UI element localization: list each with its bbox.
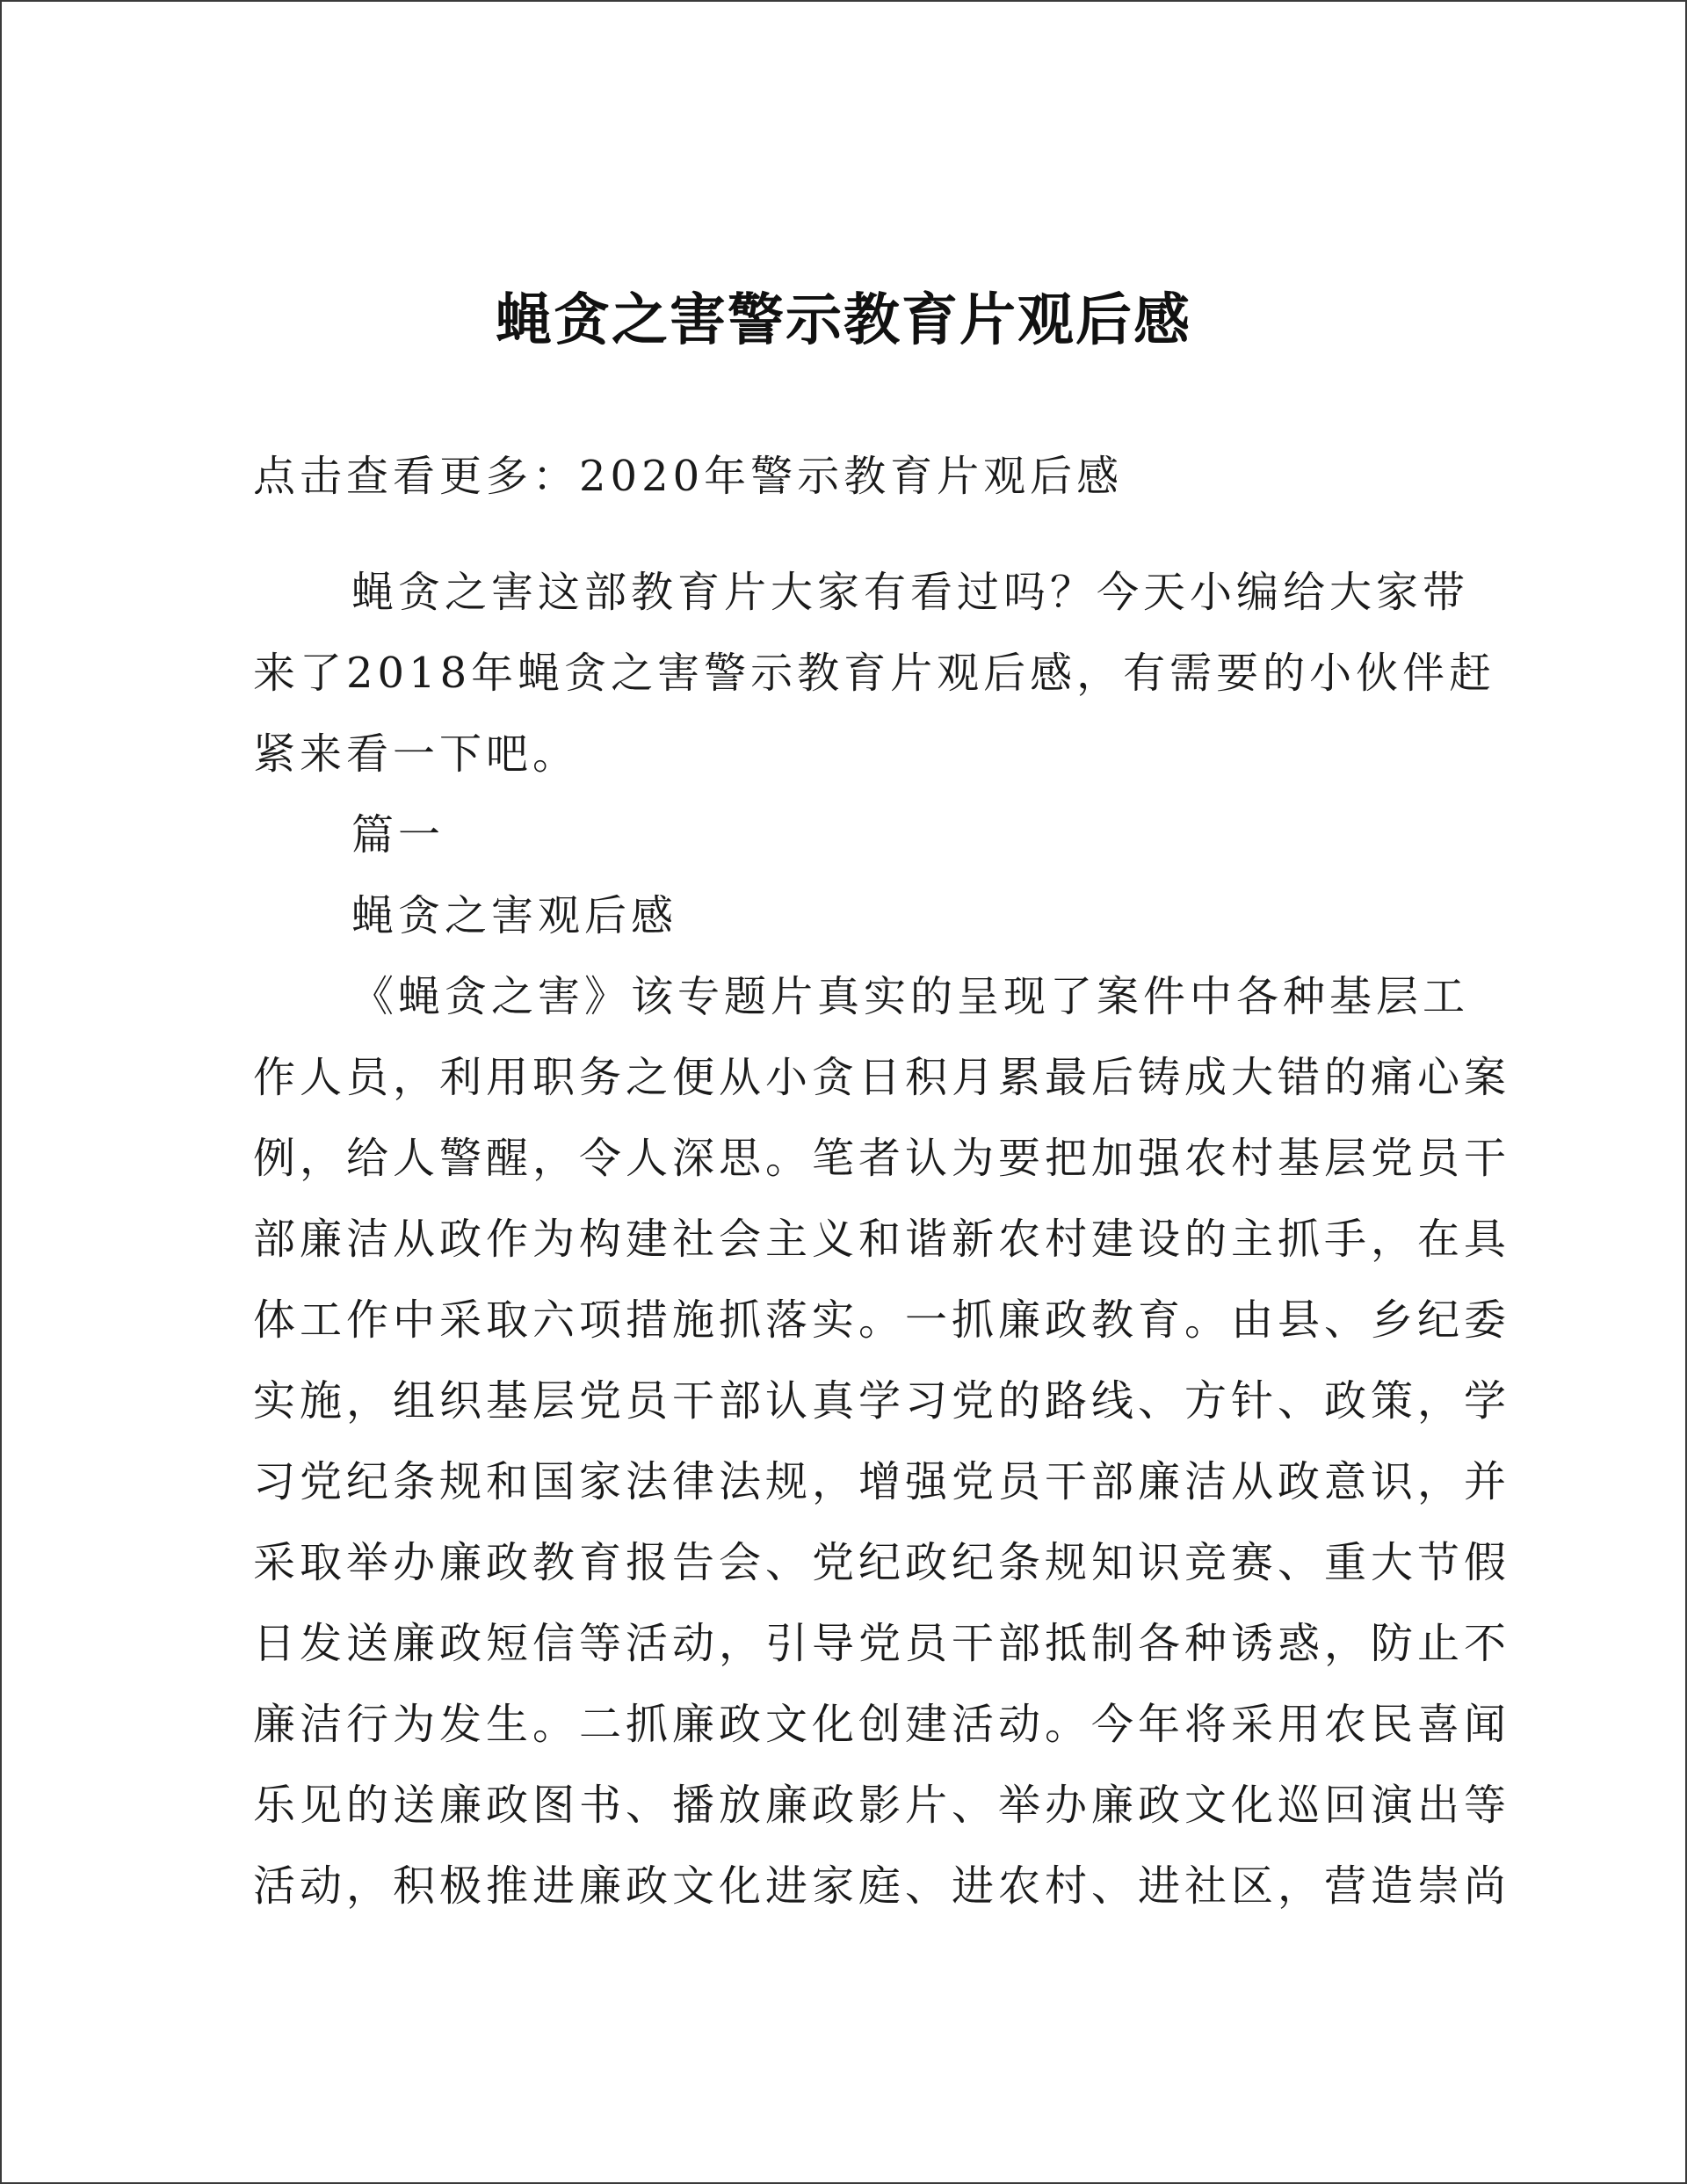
- intro-line: 紧来看一下吧。: [253, 729, 580, 779]
- body-line: 例，给人警醒，令人深思。笔者认为要把加强农村基层党员干: [253, 1134, 1511, 1183]
- body-line: 乐见的送廉政图书、播放廉政影片、举办廉政文化巡回演出等: [253, 1781, 1511, 1830]
- more-articles-link[interactable]: 点击查看更多：2020年警示教育片观后感: [253, 452, 1124, 501]
- body-line: 《蝇贪之害》该专题片真实的呈现了案件中各种基层工: [351, 972, 1470, 1021]
- body-line: 作人员，利用职务之便从小贪日积月累最后铸成大错的痛心案: [253, 1053, 1511, 1102]
- body-line: 活动，积极推进廉政文化进家庭、进农村、进社区，营造崇尚: [253, 1861, 1511, 1911]
- body-line: 部廉洁从政作为构建社会主义和谐新农村建设的主抓手，在具: [253, 1215, 1511, 1264]
- intro-line: 蝇贪之害这部教育片大家有看过吗？今天小编给大家带: [351, 568, 1470, 617]
- body-line: 日发送廉政短信等活动，引导党员干部抵制各种诱惑，防止不: [253, 1619, 1511, 1668]
- intro-line: 来了2018年蝇贪之害警示教育片观后感，有需要的小伙伴赶: [253, 649, 1496, 698]
- page-title: 蝇贪之害警示教育片观后感: [496, 288, 1191, 353]
- body-line: 实施，组织基层党员干部认真学习党的路线、方针、政策，学: [253, 1376, 1511, 1426]
- section-label: 篇一: [351, 810, 445, 860]
- body-line: 廉洁行为发生。二抓廉政文化创建活动。今年将采用农民喜闻: [253, 1700, 1511, 1749]
- body-line: 习党纪条规和国家法律法规，增强党员干部廉洁从政意识，并: [253, 1457, 1511, 1506]
- section-heading: 蝇贪之害观后感: [351, 891, 678, 940]
- body-line: 体工作中采取六项措施抓落实。一抓廉政教育。由县、乡纪委: [253, 1295, 1511, 1345]
- body-line: 采取举办廉政教育报告会、党纪政纪条规知识竞赛、重大节假: [253, 1538, 1511, 1587]
